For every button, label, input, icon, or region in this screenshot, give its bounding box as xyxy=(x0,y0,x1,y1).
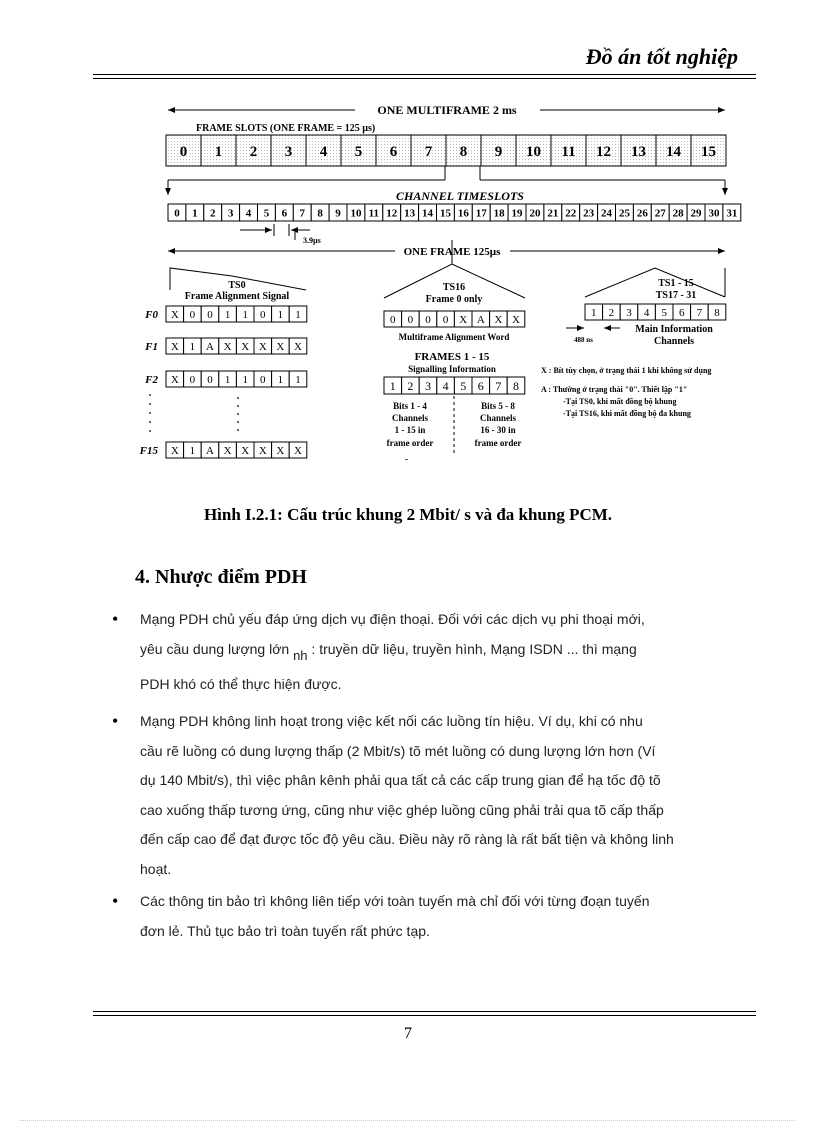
svg-text:X: X xyxy=(241,444,250,457)
legend-notes xyxy=(541,366,711,418)
ts16-subtitle: Frame 0 only xyxy=(425,294,483,305)
page-number: 7 xyxy=(404,1025,412,1042)
svg-text:0: 0 xyxy=(189,308,196,321)
svg-text:X: X xyxy=(223,340,232,353)
frame-slot-8 xyxy=(446,135,481,166)
svg-text:Bits 1 - 4: Bits 1 - 4 xyxy=(393,401,427,411)
svg-text:1: 1 xyxy=(277,373,284,386)
svg-text:13: 13 xyxy=(631,143,646,160)
svg-text:frame order: frame order xyxy=(474,438,522,448)
sig-bit-6 xyxy=(490,377,508,394)
svg-text:0: 0 xyxy=(179,143,188,160)
ts-main-duration: 488 ns xyxy=(574,336,593,344)
ts16-bit-5 xyxy=(472,311,490,327)
svg-text:17: 17 xyxy=(475,207,487,220)
svg-text:0: 0 xyxy=(207,373,213,386)
sig-bit-7 xyxy=(507,377,525,394)
svg-text:X: X xyxy=(276,444,285,457)
timeslots-row xyxy=(168,204,741,221)
frame-slot-0 xyxy=(166,135,201,166)
timeslot-23 xyxy=(580,204,598,221)
bit-3 xyxy=(219,371,237,387)
timeslot-13 xyxy=(401,204,419,221)
bit-3 xyxy=(219,306,237,322)
svg-text:25: 25 xyxy=(618,207,630,220)
footer-rule xyxy=(93,1011,756,1012)
svg-text:8: 8 xyxy=(459,143,468,160)
svg-text:23: 23 xyxy=(583,207,595,220)
bit-4 xyxy=(236,306,254,322)
bit-2 xyxy=(201,442,219,458)
svg-text:0: 0 xyxy=(260,308,266,321)
bullet-paragraph-2: Mạng PDH không linh hoạt trong việc kết nối các luồng tín hiệu. Ví dụ, khi có nhu cầu rẽ luồng có dung lượng thấp (2 Mbit/s) tõ mét luồng có dung lượng lớn hơn (Ví dụ 140 Mbit/s), thì việc phân kênh phải qua tất cả các cấp trung gian để hạ tốc độ tõ cao xuống thấp tương ứng, cũng như việc ghép luồng cũng phải trải qua tõ cấp thấp đến cấp cao để đạt được tốc độ yêu cầu. Điều này rõ ràng là rất bất tiện và không linh hoạt. xyxy=(140,713,674,877)
svg-text:10: 10 xyxy=(526,143,541,160)
bit-4 xyxy=(236,371,254,387)
svg-text:1: 1 xyxy=(591,306,597,319)
svg-text:14: 14 xyxy=(422,207,434,220)
svg-text:1: 1 xyxy=(214,143,223,160)
svg-text:0: 0 xyxy=(390,313,396,326)
svg-text:2: 2 xyxy=(249,143,258,160)
svg-text:0: 0 xyxy=(407,313,414,326)
bit-6 xyxy=(272,442,290,458)
svg-text:8: 8 xyxy=(317,207,323,220)
svg-text:Channels: Channels xyxy=(479,413,517,423)
timeslot-27 xyxy=(651,204,669,221)
svg-text:6: 6 xyxy=(679,306,685,319)
frame-slot-9 xyxy=(481,135,516,166)
ts0-title: TS0 xyxy=(228,280,246,291)
bit-1 xyxy=(184,371,202,387)
svg-text:7: 7 xyxy=(495,378,502,393)
svg-text:X: X xyxy=(459,313,468,326)
frame-row-f15 xyxy=(139,442,307,458)
page-edge xyxy=(20,1120,796,1121)
frames-1-15-title: FRAMES 1 - 15 xyxy=(414,351,490,363)
ts-main-title2: TS17 - 31 xyxy=(655,290,697,301)
svg-text:1: 1 xyxy=(192,207,198,220)
svg-text:1: 1 xyxy=(295,373,301,386)
svg-text:3: 3 xyxy=(284,143,293,160)
timeslot-7 xyxy=(293,204,311,221)
one-frame-label: ONE FRAME 125µs xyxy=(403,246,501,258)
frame-slot-3 xyxy=(271,135,306,166)
timeslot-19 xyxy=(508,204,526,221)
timeslot-29 xyxy=(687,204,705,221)
timeslot-18 xyxy=(490,204,508,221)
timeslot-25 xyxy=(616,204,634,221)
timeslot-20 xyxy=(526,204,544,221)
svg-text:7: 7 xyxy=(424,143,433,160)
frame-slot-15 xyxy=(691,135,726,166)
frames-1-15-subtitle: Signalling Information xyxy=(408,364,496,374)
bit-5 xyxy=(254,338,272,354)
ts16-bit-0 xyxy=(384,311,402,327)
svg-text:X: X xyxy=(494,313,503,326)
timeslot-17 xyxy=(472,204,490,221)
svg-text:0: 0 xyxy=(425,313,431,326)
svg-text:1: 1 xyxy=(224,373,231,386)
svg-text:27: 27 xyxy=(654,207,666,220)
pcm-frame-diagram xyxy=(0,0,816,480)
bit-1 xyxy=(184,338,202,354)
bit-5 xyxy=(254,306,272,322)
bit-4 xyxy=(236,442,254,458)
ts16-bit-6 xyxy=(490,311,508,327)
bullet-paragraph-1: Mạng PDH chủ yếu đáp ứng dịch vụ điện thoại. Đối với các dịch vụ phi thoại mới, yêu cầu dung lượng lớn $_{nh}$ : truyền dữ liệu, truyền hình, Mạng ISDN ... thì mạng PDH khó có thể thực hiện được. xyxy=(140,611,645,692)
main-bit-0 xyxy=(585,304,603,320)
frame-row-f1 xyxy=(144,338,307,354)
svg-text:16 - 30 in: 16 - 30 in xyxy=(480,425,516,435)
svg-text:29: 29 xyxy=(690,207,702,220)
frame-slot-1 xyxy=(201,135,236,166)
svg-text:4: 4 xyxy=(245,207,252,220)
main-bit-4 xyxy=(655,304,673,320)
bullet-icon: • xyxy=(112,711,119,731)
ts16-bit-3 xyxy=(437,311,455,327)
bit-3 xyxy=(219,442,237,458)
frame-slot-12 xyxy=(586,135,621,166)
main-bit-3 xyxy=(638,304,656,320)
ts16-word-label: Multiframe Alignment Word xyxy=(398,332,510,342)
ts16-bit-1 xyxy=(402,311,420,327)
bit-6 xyxy=(272,306,290,322)
svg-text:11: 11 xyxy=(368,207,380,220)
svg-text:X: X xyxy=(294,444,302,457)
main-bit-1 xyxy=(603,304,621,320)
svg-text:9: 9 xyxy=(335,207,341,220)
svg-text:A: A xyxy=(206,340,214,353)
svg-text:X: X xyxy=(294,340,302,353)
svg-text:1: 1 xyxy=(242,373,248,386)
svg-text:16: 16 xyxy=(457,207,469,220)
slot-duration: 3.9µs xyxy=(303,236,321,245)
ts16-bit-2 xyxy=(419,311,437,327)
sig-bit-1 xyxy=(402,377,420,394)
svg-text:12: 12 xyxy=(596,143,611,160)
svg-text:1: 1 xyxy=(224,308,231,321)
svg-text:15: 15 xyxy=(701,143,716,160)
ts-main-title1: TS1 - 15 xyxy=(658,278,694,289)
svg-text:28: 28 xyxy=(672,207,684,220)
rows-ellipsis xyxy=(149,394,239,432)
svg-text:13: 13 xyxy=(404,207,416,220)
ts16-bit-7 xyxy=(507,311,525,327)
svg-text:X: X xyxy=(223,444,232,457)
svg-text:14: 14 xyxy=(666,143,681,160)
timeslot-21 xyxy=(544,204,562,221)
svg-text:5: 5 xyxy=(354,143,363,160)
svg-text:F15: F15 xyxy=(139,445,158,457)
frame-row-f2 xyxy=(144,371,307,387)
svg-text:6: 6 xyxy=(477,378,484,393)
bit-7 xyxy=(289,306,307,322)
multiframe-alignment-word xyxy=(384,311,525,327)
bit-3 xyxy=(219,338,237,354)
svg-text:3: 3 xyxy=(626,306,632,319)
svg-text:15: 15 xyxy=(439,207,451,220)
frame-slot-10 xyxy=(516,135,551,166)
timeslot-26 xyxy=(633,204,651,221)
sig-bit-0 xyxy=(384,377,402,394)
svg-text:1: 1 xyxy=(189,444,196,457)
svg-text:A: A xyxy=(476,313,485,326)
bit-7 xyxy=(289,338,307,354)
svg-text:5: 5 xyxy=(263,207,270,220)
svg-text:10: 10 xyxy=(350,207,362,220)
bit-5 xyxy=(254,442,272,458)
timeslot-3 xyxy=(222,204,240,221)
svg-text:X : Bít tùy chọn, ở trạng thái: X : Bít tùy chọn, ở trạng thái 1 khi không sử dụng xyxy=(541,366,712,375)
frame-alignment-rows xyxy=(139,306,307,458)
svg-text:0: 0 xyxy=(189,373,196,386)
main-info-bits xyxy=(585,304,726,320)
timeslot-9 xyxy=(329,204,347,221)
bit-4 xyxy=(236,338,254,354)
frame-slot-11 xyxy=(551,135,586,166)
svg-text:8: 8 xyxy=(513,378,519,393)
svg-text:0: 0 xyxy=(442,313,449,326)
timeslot-10 xyxy=(347,204,365,221)
frame-slot-13 xyxy=(621,135,656,166)
timeslot-0 xyxy=(168,204,186,221)
svg-text:3: 3 xyxy=(227,207,234,220)
bit-5 xyxy=(254,371,272,387)
svg-text:26: 26 xyxy=(636,207,648,220)
channel-timeslots-label: CHANNEL TIMESLOTS xyxy=(396,189,524,203)
svg-text:0: 0 xyxy=(207,308,213,321)
timeslot-11 xyxy=(365,204,383,221)
svg-text:X: X xyxy=(170,340,179,353)
svg-text:-Tại TS0, khi mất đồng bộ khun: -Tại TS0, khi mất đồng bộ khung xyxy=(563,397,677,406)
frame-slot-14 xyxy=(656,135,691,166)
svg-text:X: X xyxy=(258,444,267,457)
svg-text:0: 0 xyxy=(174,207,180,220)
svg-text:1 - 15 in: 1 - 15 in xyxy=(394,425,426,435)
ts-main-label2: Channels xyxy=(653,336,695,347)
svg-text:X: X xyxy=(241,340,250,353)
main-bit-5 xyxy=(673,304,691,320)
timeslot-14 xyxy=(419,204,437,221)
svg-text:4: 4 xyxy=(643,306,650,319)
svg-text:11: 11 xyxy=(561,143,576,160)
footer-rule-thin xyxy=(93,1015,756,1016)
bullet-icon: • xyxy=(112,891,119,911)
svg-text:frame order: frame order xyxy=(386,438,434,448)
bit-1 xyxy=(184,442,202,458)
svg-text:19: 19 xyxy=(511,207,523,220)
svg-text:X: X xyxy=(258,340,267,353)
svg-text:30: 30 xyxy=(708,207,720,220)
svg-text:4: 4 xyxy=(319,143,328,160)
bit-7 xyxy=(289,442,307,458)
svg-text:1: 1 xyxy=(242,308,248,321)
bit-0 xyxy=(166,338,184,354)
bit-7 xyxy=(289,371,307,387)
svg-text:21: 21 xyxy=(547,207,559,220)
svg-text:-: - xyxy=(405,454,408,464)
svg-text:2: 2 xyxy=(407,378,414,393)
frame-slots-label: FRAME SLOTS (ONE FRAME = 125 µs) xyxy=(196,123,376,134)
frame-slot-7 xyxy=(411,135,446,166)
svg-text:1: 1 xyxy=(189,340,196,353)
svg-text:1: 1 xyxy=(295,308,301,321)
svg-text:X: X xyxy=(170,444,179,457)
timeslot-5 xyxy=(258,204,276,221)
svg-text:22: 22 xyxy=(565,207,577,220)
svg-text:Bits 5 - 8: Bits 5 - 8 xyxy=(481,401,515,411)
svg-text:X: X xyxy=(170,373,179,386)
frame-slot-6 xyxy=(376,135,411,166)
svg-text:A: A xyxy=(206,444,214,457)
sig-bit-3 xyxy=(437,377,455,394)
timeslot-4 xyxy=(240,204,258,221)
svg-text:6: 6 xyxy=(281,207,288,220)
bit-1 xyxy=(184,306,202,322)
sig-bit-2 xyxy=(419,377,437,394)
main-bit-7 xyxy=(708,304,726,320)
ts-main-label1: Main Information xyxy=(635,324,713,335)
svg-text:0: 0 xyxy=(260,373,266,386)
ts0-subtitle: Frame Alignment Signal xyxy=(184,291,290,302)
multiframe-label: ONE MULTIFRAME 2 ms xyxy=(377,103,517,117)
bit-0 xyxy=(166,306,184,322)
frame-slots-row xyxy=(166,135,726,166)
header-title: Đồ án tốt nghiệp xyxy=(585,44,738,69)
timeslot-24 xyxy=(598,204,616,221)
main-bit-6 xyxy=(691,304,709,320)
svg-text:31: 31 xyxy=(726,207,738,220)
svg-text:F0: F0 xyxy=(145,309,158,321)
timeslot-16 xyxy=(454,204,472,221)
bit-0 xyxy=(166,442,184,458)
frame-slot-4 xyxy=(306,135,341,166)
timeslot-28 xyxy=(669,204,687,221)
svg-text:7: 7 xyxy=(696,306,703,319)
svg-text:3: 3 xyxy=(425,378,431,393)
svg-text:2: 2 xyxy=(210,207,216,220)
svg-text:F1: F1 xyxy=(145,341,158,353)
bullet-icon: • xyxy=(112,609,119,629)
svg-text:1: 1 xyxy=(389,378,396,393)
sig-bit-4 xyxy=(454,377,472,394)
svg-text:24: 24 xyxy=(601,207,613,220)
svg-text:X: X xyxy=(512,313,520,326)
svg-text:-Tại TS16, khi mất đồng bộ đa: -Tại TS16, khi mất đồng bộ đa khung xyxy=(563,409,691,418)
svg-text:5: 5 xyxy=(460,378,467,393)
svg-text:18: 18 xyxy=(493,207,505,220)
timeslot-1 xyxy=(186,204,204,221)
svg-text:8: 8 xyxy=(714,306,720,319)
svg-text:12: 12 xyxy=(386,207,398,220)
timeslot-12 xyxy=(383,204,401,221)
svg-text:6: 6 xyxy=(389,143,398,160)
timeslot-2 xyxy=(204,204,222,221)
svg-text:F2: F2 xyxy=(145,374,158,386)
timeslot-15 xyxy=(437,204,455,221)
bit-2 xyxy=(201,338,219,354)
bits-right xyxy=(475,401,522,448)
section-title: 4. Nhược điểm PDH xyxy=(135,566,307,588)
figure-caption: Hình I.2.1: Cấu trúc khung 2 Mbit/ s và đa khung PCM. xyxy=(203,505,613,524)
main-bit-2 xyxy=(620,304,638,320)
frame-row-f0 xyxy=(144,306,307,322)
bullet-paragraph-3: Các thông tin bảo trì không liên tiếp với toàn tuyến mà chỉ đối với từng đoạn tuyến đơn lẻ. Thủ tục bảo trì toàn tuyến rất phức tạp. xyxy=(140,893,650,939)
bit-6 xyxy=(272,371,290,387)
svg-text:X: X xyxy=(170,308,179,321)
ts16-title: TS16 xyxy=(442,282,466,293)
svg-text:7: 7 xyxy=(299,207,305,220)
svg-text:2: 2 xyxy=(608,306,615,319)
timeslot-22 xyxy=(562,204,580,221)
ts16-bit-4 xyxy=(454,311,472,327)
svg-text:9: 9 xyxy=(494,143,503,160)
timeslot-8 xyxy=(311,204,329,221)
timeslot-30 xyxy=(705,204,723,221)
bit-2 xyxy=(201,371,219,387)
frame-slot-2 xyxy=(236,135,271,166)
timeslot-31 xyxy=(723,204,741,221)
svg-text:20: 20 xyxy=(529,207,541,220)
timeslot-6 xyxy=(275,204,293,221)
bit-6 xyxy=(272,338,290,354)
svg-text:1: 1 xyxy=(277,308,284,321)
sig-bit-5 xyxy=(472,377,490,394)
bit-2 xyxy=(201,306,219,322)
bits-left xyxy=(387,401,434,448)
svg-text:5: 5 xyxy=(661,306,667,319)
svg-text:X: X xyxy=(276,340,285,353)
frame-slot-5 xyxy=(341,135,376,166)
signalling-bits xyxy=(384,377,525,394)
svg-text:Channels: Channels xyxy=(391,413,429,423)
svg-text:4: 4 xyxy=(442,378,449,393)
svg-text:A : Thường ở trạng thái "0". T: A : Thường ở trạng thái "0". Thiết lập "1" xyxy=(541,385,688,394)
bit-0 xyxy=(166,371,184,387)
